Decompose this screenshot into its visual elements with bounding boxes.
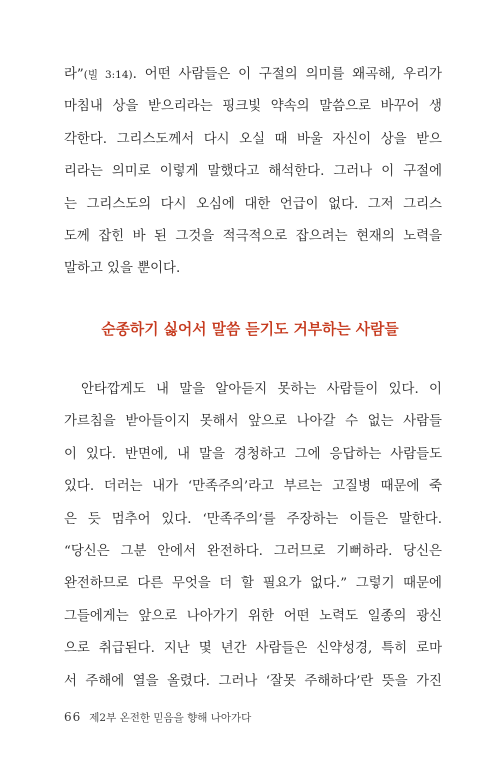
text-line: “당신은 그분 안에서 완전하다. 그러므로 기뻐하라. 당신은 <box>64 543 442 559</box>
paragraph-continued <box>64 59 442 286</box>
page-number: 66 <box>64 710 82 724</box>
text-segment: . 어떤 사람들은 이 구절의 의미를 왜곡해, 우리가 <box>132 67 442 82</box>
text-line: 각한다. 그리스도께서 다시 오실 때 바울 자신이 상을 받으 <box>64 131 442 147</box>
running-title: 제2부 온전한 믿음을 향해 나아가다 <box>89 712 252 724</box>
section-heading: 순종하기 싫어서 말씀 듣기도 거부하는 사람들 <box>101 321 399 338</box>
text-line: 서 주해에 열을 올렸다. 그러나 ‘잘못 주해하다’란 뜻을 가진 <box>64 673 442 689</box>
text-line: 마침내 상을 받으리라는 핑크빛 약속의 말씀으로 바꾸어 생 <box>64 99 442 115</box>
text-line: 으로 취급된다. 지난 몇 년간 사람들은 신약성경, 특히 로마 <box>64 641 442 657</box>
text-segment: 라” <box>64 67 84 82</box>
text-line: 은 듯 멈추어 있다. ‘만족주의’를 주장하는 이들은 말한다. <box>64 511 442 527</box>
text-line: 가르침을 받아들이지 못해서 앞으로 나아갈 수 없는 사람들 <box>64 414 442 430</box>
text-line: 있다. 더러는 내가 ‘만족주의’라고 부르는 고질병 때문에 죽 <box>64 479 442 495</box>
text-line: 이 있다. 반면에, 내 말을 경청하고 그에 응답하는 사람들도 <box>64 446 442 462</box>
text-line: 안타깝게도 내 말을 알아듣지 못하는 사람들이 있다. 이 <box>81 382 442 397</box>
text-line: 도께 잡힌 바 된 그것을 적극적으로 잡으려는 현재의 노력을 <box>64 228 442 244</box>
text-line: 그들에게는 앞으로 나아가기 위한 어떤 노력도 일종의 광신 <box>64 608 442 624</box>
paragraph-body <box>64 374 442 698</box>
page-footer <box>64 710 251 725</box>
text-line: 리라는 의미로 이렇게 말했다고 해석한다. 그러나 이 구절에 <box>64 164 442 180</box>
text-line: 완전하므로 다른 무엇을 더 할 필요가 없다.” 그렇기 때문에 <box>64 576 442 592</box>
scripture-reference: (빌 3:14) <box>83 69 133 81</box>
text-line: 는 그리스도의 다시 오심에 대한 언급이 없다. 그저 그리스 <box>64 196 442 212</box>
text-line: 말하고 있을 뿐이다. <box>64 261 181 277</box>
text-line <box>64 59 442 91</box>
